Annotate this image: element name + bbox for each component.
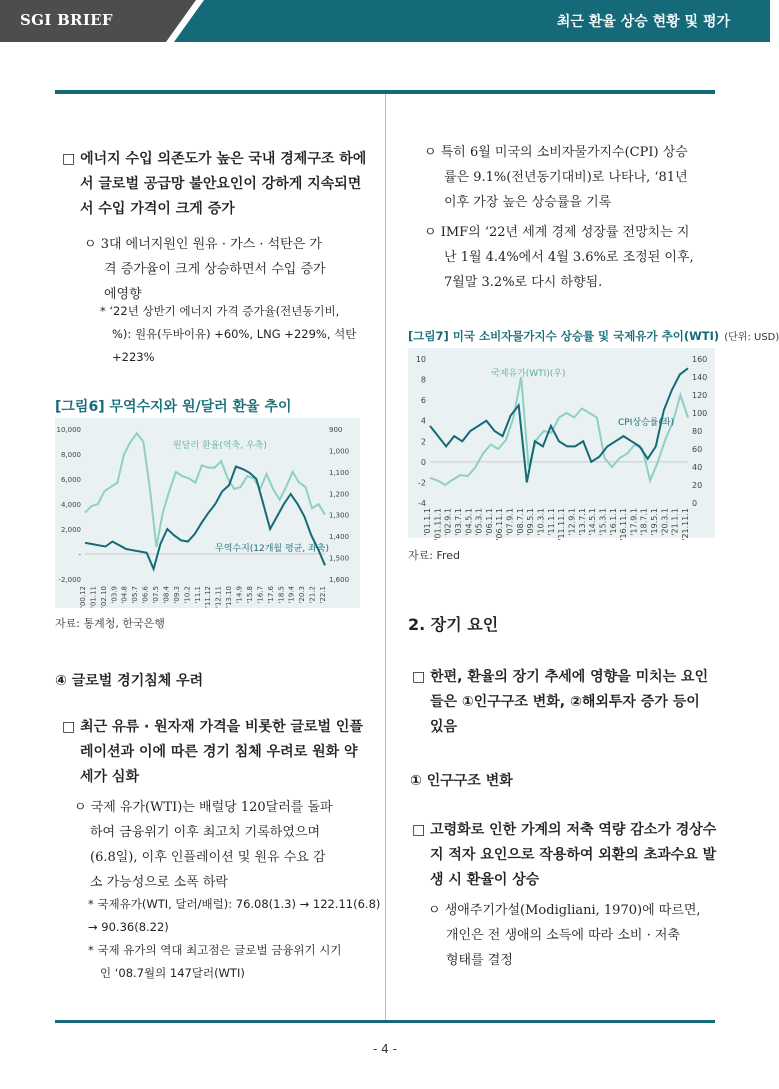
y-left-tick: - <box>78 551 81 559</box>
x-tick: '04.5.1 <box>464 508 474 536</box>
fig7-caption-row <box>408 325 779 344</box>
y-right-tick: 160 <box>692 355 708 364</box>
aging-bullet-1: □ 고령화로 인한 가계의 저축 역량 감소가 경상수 <box>412 822 717 838</box>
note-oil-peak-2: 인 ‘08.7월의 147달러(WTI) <box>100 966 245 980</box>
x-tick: '18.5 <box>277 586 286 604</box>
series-label: 무역수지(12개월 평균, 좌축) <box>215 544 329 554</box>
y-right-tick: 1,000 <box>329 447 350 456</box>
y-left-tick: 10,000 <box>56 426 81 434</box>
x-tick: '18.7.1 <box>639 508 649 536</box>
note-energy-2: %): 원유(두바이유) +60%, LNG +229%, 석탄 <box>112 327 357 341</box>
page-number: - 4 - <box>373 1042 397 1056</box>
x-tick: '07.5 <box>152 586 161 604</box>
x-tick: '11.1 <box>193 586 202 604</box>
y-left-tick: 6 <box>420 396 426 406</box>
y-right-tick: 1,100 <box>329 468 350 477</box>
y-right-tick: 1,400 <box>329 533 350 542</box>
bullet-inflation-3: 세가 심화 <box>80 769 139 785</box>
imf-bullet-3: 7월말 3.2%로 다시 하향됨. <box>444 275 603 290</box>
x-tick: '10.2 <box>183 586 192 604</box>
long-term-bullet-2: 들은 ①인구구조 변화, ②해외투자 증가 등이 <box>430 694 700 710</box>
cpi-bullet-1: ㅇ 특히 6월 미국의 소비자물가지수(CPI) 상승 <box>424 145 688 160</box>
x-tick: '14.9 <box>235 586 244 604</box>
y-left-tick: -4 <box>418 499 426 508</box>
x-tick: '12.9.1 <box>567 508 577 536</box>
x-tick: '13.10 <box>225 586 234 608</box>
y-right-tick: 1,500 <box>329 554 350 563</box>
x-tick: '16.11.1 <box>619 508 629 541</box>
series-label: 국제유가(WTI)(우) <box>491 369 566 379</box>
x-tick: '09.3 <box>172 586 181 604</box>
chart-trade-balance-exchange-rate <box>55 418 360 608</box>
y-right-tick: 40 <box>692 463 703 472</box>
lifecycle-bullet-2: 개인은 전 생애의 소득에 따라 소비 · 저축 <box>446 928 680 943</box>
lifecycle-bullet-1: ㅇ 생애주기가설(Modigliani, 1970)에 따르면, <box>428 903 701 918</box>
x-tick: '13.7.1 <box>577 508 587 536</box>
sub-bullet-energy-2: 격 증가율이 크게 상승하면서 수입 증가 <box>104 262 326 277</box>
x-tick: '06.11.1 <box>495 508 505 541</box>
y-left-tick: 6,000 <box>60 476 81 484</box>
sub-bullet-energy-3: 에영향 <box>104 287 142 302</box>
note-wti-2: → 90.36(8.22) <box>88 920 169 934</box>
sub-bullet-energy-1: ㅇ 3대 에너지원인 원유 · 가스 · 석탄은 가 <box>84 237 322 252</box>
series-label: CPI상승률(좌) <box>618 418 675 428</box>
y-left-tick: 0 <box>420 457 426 467</box>
sub-bullet-oil-1: ㅇ 국제 유가(WTI)는 배럴당 120달러를 돌파 <box>74 800 333 815</box>
fig6-source: 자료: 통계청, 한국은행 <box>55 617 165 630</box>
bullet-energy-1: □ 에너지 수입 의존도가 높은 국내 경제구조 하에 <box>62 151 367 167</box>
sub-bullet-oil-3: (6.8일), 이후 인플레이션 및 원유 수요 감 <box>90 850 326 865</box>
x-tick: '05.3.1 <box>474 508 484 536</box>
y-right-tick: 0 <box>692 499 698 508</box>
y-left-tick: 4,000 <box>60 501 81 509</box>
y-right-tick: 100 <box>692 409 708 418</box>
note-energy-3: +223% <box>112 350 155 364</box>
x-tick: '15.3.1 <box>598 508 608 536</box>
note-oil-peak-1: * 국제 유가의 역대 최고점은 글로벌 금융위기 시기 <box>88 943 342 957</box>
x-tick: '20.3 <box>298 586 307 604</box>
chart-cpi-oil <box>408 348 715 541</box>
bullet-energy-3: 서 수입 가격이 크게 증가 <box>80 201 235 217</box>
subsection-demographics: ① 인구구조 변화 <box>410 773 513 789</box>
x-tick: '07.9.1 <box>505 508 515 536</box>
x-tick: '01.1.1 <box>423 508 432 536</box>
section-global-recession: ④ 글로벌 경기침체 우려 <box>55 673 204 689</box>
y-right-tick: 20 <box>692 481 703 490</box>
y-left-tick: -2,000 <box>58 576 81 584</box>
x-tick: '01.11.1 <box>433 508 443 541</box>
y-left-tick: 2 <box>420 437 426 447</box>
x-tick: '15.8 <box>245 586 254 604</box>
brand-logo: SGI BRIEF <box>20 11 113 29</box>
fig6-caption: [그림6] 무역수지와 원/달러 환율 추이 <box>55 399 292 415</box>
y-left-tick: 2,000 <box>60 526 81 534</box>
y-left-tick: 8,000 <box>60 451 81 459</box>
y-left-tick: -2 <box>418 478 426 488</box>
y-right-tick: 60 <box>692 445 703 454</box>
long-term-bullet-3: 있음 <box>430 719 458 735</box>
y-right-tick: 900 <box>329 426 343 434</box>
y-right-tick: 1,600 <box>329 576 350 584</box>
long-term-bullet-1: □ 한편, 환율의 장기 추세에 영향을 미치는 요인 <box>412 669 709 685</box>
y-left-tick: 4 <box>420 416 426 426</box>
x-tick: '17.9.1 <box>629 508 639 536</box>
x-tick: '21.2 <box>308 586 317 604</box>
fig7-source: 자료: Fred <box>408 549 461 562</box>
x-tick: '04.8 <box>120 586 129 604</box>
x-tick: '16.1.1 <box>608 508 618 536</box>
bullet-inflation-2: 레이션과 이에 따른 경기 침체 우려로 원화 약 <box>80 744 358 760</box>
sub-bullet-oil-4: 소 가능성으로 소폭 하락 <box>90 875 228 890</box>
aging-bullet-3: 생 시 환율이 상승 <box>430 872 540 888</box>
x-tick: '17.6 <box>266 586 275 604</box>
note-energy-1: * ‘22년 상반기 에너지 가격 증가율(전년동기비, <box>100 304 340 318</box>
x-tick: '05.7 <box>131 586 140 604</box>
x-tick: '08.7.1 <box>515 508 525 536</box>
x-tick: '16.7 <box>256 586 265 604</box>
x-tick: '02.10 <box>99 586 108 608</box>
x-tick: '22.1 <box>319 586 327 604</box>
y-right-tick: 1,300 <box>329 511 350 520</box>
x-tick: '06.6 <box>141 586 150 604</box>
x-tick: '10.3.1 <box>536 508 546 536</box>
y-left-tick: 10 <box>415 355 426 364</box>
x-tick: '06.1.1 <box>484 508 494 536</box>
column-divider <box>385 94 386 1020</box>
x-tick: '12.11 <box>214 586 223 608</box>
x-tick: '20.3.1 <box>660 508 670 536</box>
x-tick: '19.4 <box>287 586 296 604</box>
imf-bullet-1: ㅇ IMF의 ‘22년 세계 경제 성장률 전망치는 지 <box>424 225 690 240</box>
y-right-tick: 140 <box>692 373 708 382</box>
aging-bullet-2: 지 적자 요인으로 작용하여 외환의 초과수요 발 <box>430 847 717 863</box>
series-label: 원달러 환율(역축, 우축) <box>173 441 267 451</box>
x-tick: '11.1.1 <box>546 508 556 536</box>
cpi-bullet-2: 률은 9.1%(전년동기대비)로 나타나, ‘81년 <box>444 170 688 185</box>
lifecycle-bullet-3: 형태를 결정 <box>446 953 513 968</box>
x-tick: '14.5.1 <box>588 508 598 536</box>
bullet-inflation-1: □ 최근 유류 · 원자재 가격을 비롯한 글로벌 인플 <box>62 719 363 735</box>
y-right-tick: 120 <box>692 391 708 400</box>
y-right-tick: 80 <box>692 427 703 436</box>
imf-bullet-2: 난 1월 4.4%에서 4월 3.6%로 조정된 이후, <box>444 250 694 265</box>
series-line <box>430 377 688 485</box>
x-tick: '11.11.1 <box>557 508 567 541</box>
x-tick: '11.12 <box>204 586 213 608</box>
x-tick: '19.5.1 <box>650 508 660 536</box>
fig7-unit: (단위: USD) <box>724 332 779 343</box>
x-tick: '21.11.1 <box>681 508 690 541</box>
cpi-bullet-3: 이후 가장 높은 상승률을 기록 <box>444 195 612 210</box>
x-tick: '03.9 <box>110 586 119 604</box>
x-tick: '01.11 <box>89 586 98 608</box>
bottom-divider <box>55 1020 715 1023</box>
x-tick: '02.9.1 <box>443 508 453 536</box>
y-left-tick: 8 <box>420 375 426 385</box>
fig7-caption: [그림7] 미국 소비자물가지수 상승률 및 국제유가 추이(WTI) <box>408 329 720 343</box>
sub-bullet-oil-2: 하여 금융위기 이후 최고치 기록하였으며 <box>90 825 321 840</box>
section-long-term: 2. 장기 요인 <box>408 615 499 634</box>
x-tick: '09.5.1 <box>526 508 536 536</box>
note-wti-1: * 국제유가(WTI, 달러/배럴): 76.08(1.3) → 122.11(6.8) <box>88 897 381 911</box>
y-right-tick: 1,200 <box>329 490 350 499</box>
bullet-energy-2: 서 글로벌 공급망 불안요인이 강하게 지속되면 <box>80 176 362 192</box>
header-title: 최근 환율 상승 현황 및 평가 <box>556 14 730 30</box>
x-tick: '03.7.1 <box>453 508 463 536</box>
x-tick: '00.12 <box>79 586 87 608</box>
x-tick: '21.1.1 <box>670 508 680 536</box>
x-tick: '08.4 <box>162 586 171 604</box>
